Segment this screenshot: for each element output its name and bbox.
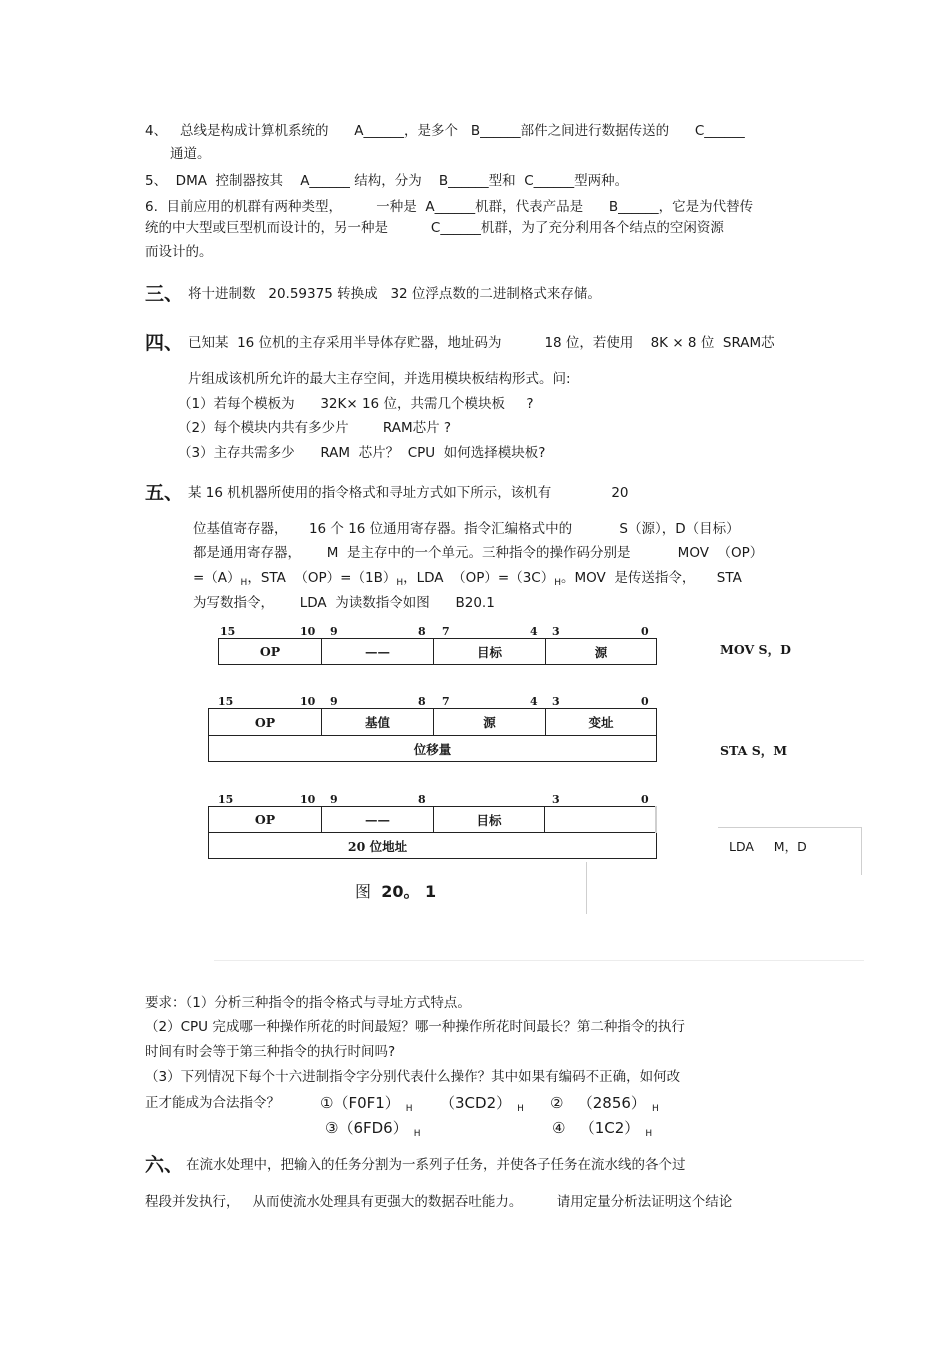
bit-label: 15 — [218, 695, 234, 708]
divider — [718, 827, 862, 828]
q6-line1: 6. 目前应用的机群有两种类型， 一种是 A______机群，代表产品是 B______，它是为代替传 — [145, 199, 754, 215]
section-4-line3: （1）若每个模板为 32K× 16 位，共需几个模块板 ? — [178, 396, 534, 412]
hex-code-5: ④ （1C2） $_H$ — [552, 1119, 653, 1139]
section-3-text: 将十进制数 20.59375 转换成 32 位浮点数的二进制格式来存储。 — [188, 286, 601, 302]
lda-label: LDA M，D — [729, 839, 807, 854]
divider — [861, 827, 862, 875]
field-destination: 目标 — [476, 812, 502, 828]
divider — [586, 862, 587, 914]
hex-code-1: ①（F0F1） $_H$ — [320, 1094, 413, 1114]
field-source: 源 — [594, 644, 608, 660]
section-6-line2: 程段并发执行， 从而使流水处理具有更强大的数据吞吐能力。 请用定量分析法证明这个结论 — [145, 1194, 733, 1210]
hex-code-3: ② （2856） $_H$ — [550, 1094, 659, 1114]
bit-label: 8 — [418, 695, 426, 708]
figure-caption: 图 20。 1 — [355, 882, 437, 901]
section-6-line1: 在流水处理中，把输入的任务分割为一系列子任务，并使各子任务在流水线的各个过 — [186, 1157, 686, 1173]
field-displacement: 位移量 — [413, 741, 452, 757]
divider — [544, 806, 657, 807]
bit-label: 0 — [641, 625, 649, 638]
section-5-line4: $=(A)_H$，STA $(OP)=(1B)_H$，LDA $(OP)=(3C)_H$。MOV 是传送指令， STA — [193, 570, 742, 588]
section-5-line2: 位基值寄存器， 16 个 16 位通用寄存器。指令汇编格式中的 S（源），D（目标） — [193, 521, 740, 537]
bit-label: 8 — [418, 793, 426, 806]
sta-format-box — [208, 708, 657, 736]
q6-line3: 而设计的。 — [145, 244, 213, 260]
section-4-line4: （2）每个模块内共有多少片 RAM芯片 ? — [178, 420, 452, 436]
bit-label: 10 — [300, 695, 316, 708]
bit-label: 8 — [418, 625, 426, 638]
bit-label: 15 — [220, 625, 236, 638]
field-unused: —— — [322, 807, 434, 832]
bit-label: 3 — [552, 625, 560, 638]
divider — [214, 960, 864, 961]
section-4-line5: （3）主存共需多少 RAM 芯片？ CPU 如何选择模块板? — [178, 445, 546, 461]
section-5-line5: 为写数指令， LDA 为读数指令如图 B20.1 — [193, 595, 495, 611]
section-5-line1: 某 16 机机器所使用的指令格式和寻址方式如下所示，该机有 20 — [188, 485, 629, 501]
field-op: OP — [209, 709, 322, 735]
field-destination: 目标 — [434, 639, 546, 664]
q6-line2: 统的中大型或巨型机而设计的，另一种是 C______机群，为了充分利用各个结点的空闲资源 — [145, 220, 724, 236]
field-op: OP — [209, 807, 322, 832]
bit-label: 10 — [300, 793, 316, 806]
bit-label: 0 — [641, 793, 649, 806]
bit-label: 10 — [300, 625, 316, 638]
requirement-line3: 时间有时会等于第三种指令的执行时间吗? — [145, 1044, 396, 1060]
bit-label: 9 — [330, 793, 338, 806]
q4-line1: 4、 总线是构成计算机系统的 A______，是多个 B______部件之间进行数据传送的 C______ — [145, 123, 745, 139]
bit-label: 15 — [218, 793, 234, 806]
bit-label: 7 — [442, 695, 450, 708]
lda-format-box — [208, 806, 545, 833]
bit-label: 3 — [552, 793, 560, 806]
section-4-number: 四、 — [145, 332, 184, 354]
sta-displacement-box — [208, 735, 657, 762]
section-4-line2: 片组成该机所允许的最大主存空间，并选用模块板结构形式。问: — [188, 371, 571, 387]
section-5-number: 五、 — [145, 482, 184, 504]
bit-label: 3 — [552, 695, 560, 708]
q5-line1: 5、 DMA 控制器按其 A______ 结构，分为 B______型和 C______型两种。 — [145, 173, 629, 189]
section-4-line1: 已知某 16 位机的主存采用半导体存贮器，地址码为 18 位，若使用 8K × 8 位 SRAM芯 — [188, 335, 775, 351]
bit-label: 0 — [641, 695, 649, 708]
requirement-line4: （3）下列情况下每个十六进制指令字分别代表什么操作？其中如果有编码不正确，如何改 — [145, 1069, 681, 1085]
bit-label: 7 — [442, 625, 450, 638]
bit-label: 4 — [530, 695, 538, 708]
field-20bit-address: 20 位地址 — [347, 838, 408, 854]
bit-label: 9 — [330, 695, 338, 708]
bit-label: 4 — [530, 625, 538, 638]
field-unused: —— — [322, 639, 434, 664]
section-6-number: 六、 — [145, 1154, 184, 1176]
bit-label: 9 — [330, 625, 338, 638]
sta-label: STA S，M — [720, 743, 788, 758]
field-op: OP — [219, 639, 322, 664]
q4-line2: 通道。 — [170, 146, 211, 162]
mov-format-box — [218, 638, 657, 665]
section-3-number: 三、 — [145, 283, 184, 305]
requirement-line5: 正才能成为合法指令？ — [145, 1095, 280, 1111]
field-index: 变址 — [588, 715, 614, 730]
requirement-line2: （2）CPU 完成哪一种操作所花的时间最短？哪一种操作所花时间最长？第二种指令的执行 — [145, 1019, 685, 1035]
lda-address-box — [208, 832, 657, 859]
mov-label: MOV S，D — [720, 642, 791, 657]
hex-code-2: （3CD2） $_H$ — [440, 1094, 524, 1114]
hex-code-4: ③（6FD6） $_H$ — [325, 1119, 421, 1139]
field-base: 基值 — [322, 709, 434, 735]
field-source: 源 — [434, 709, 546, 735]
section-5-line3: 都是通用寄存器， M 是主存中的一个单元。三种指令的操作码分别是 MOV （OP） — [193, 545, 764, 561]
requirement-line1: 要求：（1）分析三种指令的指令格式与寻址方式特点。 — [145, 995, 471, 1011]
divider — [655, 806, 657, 833]
